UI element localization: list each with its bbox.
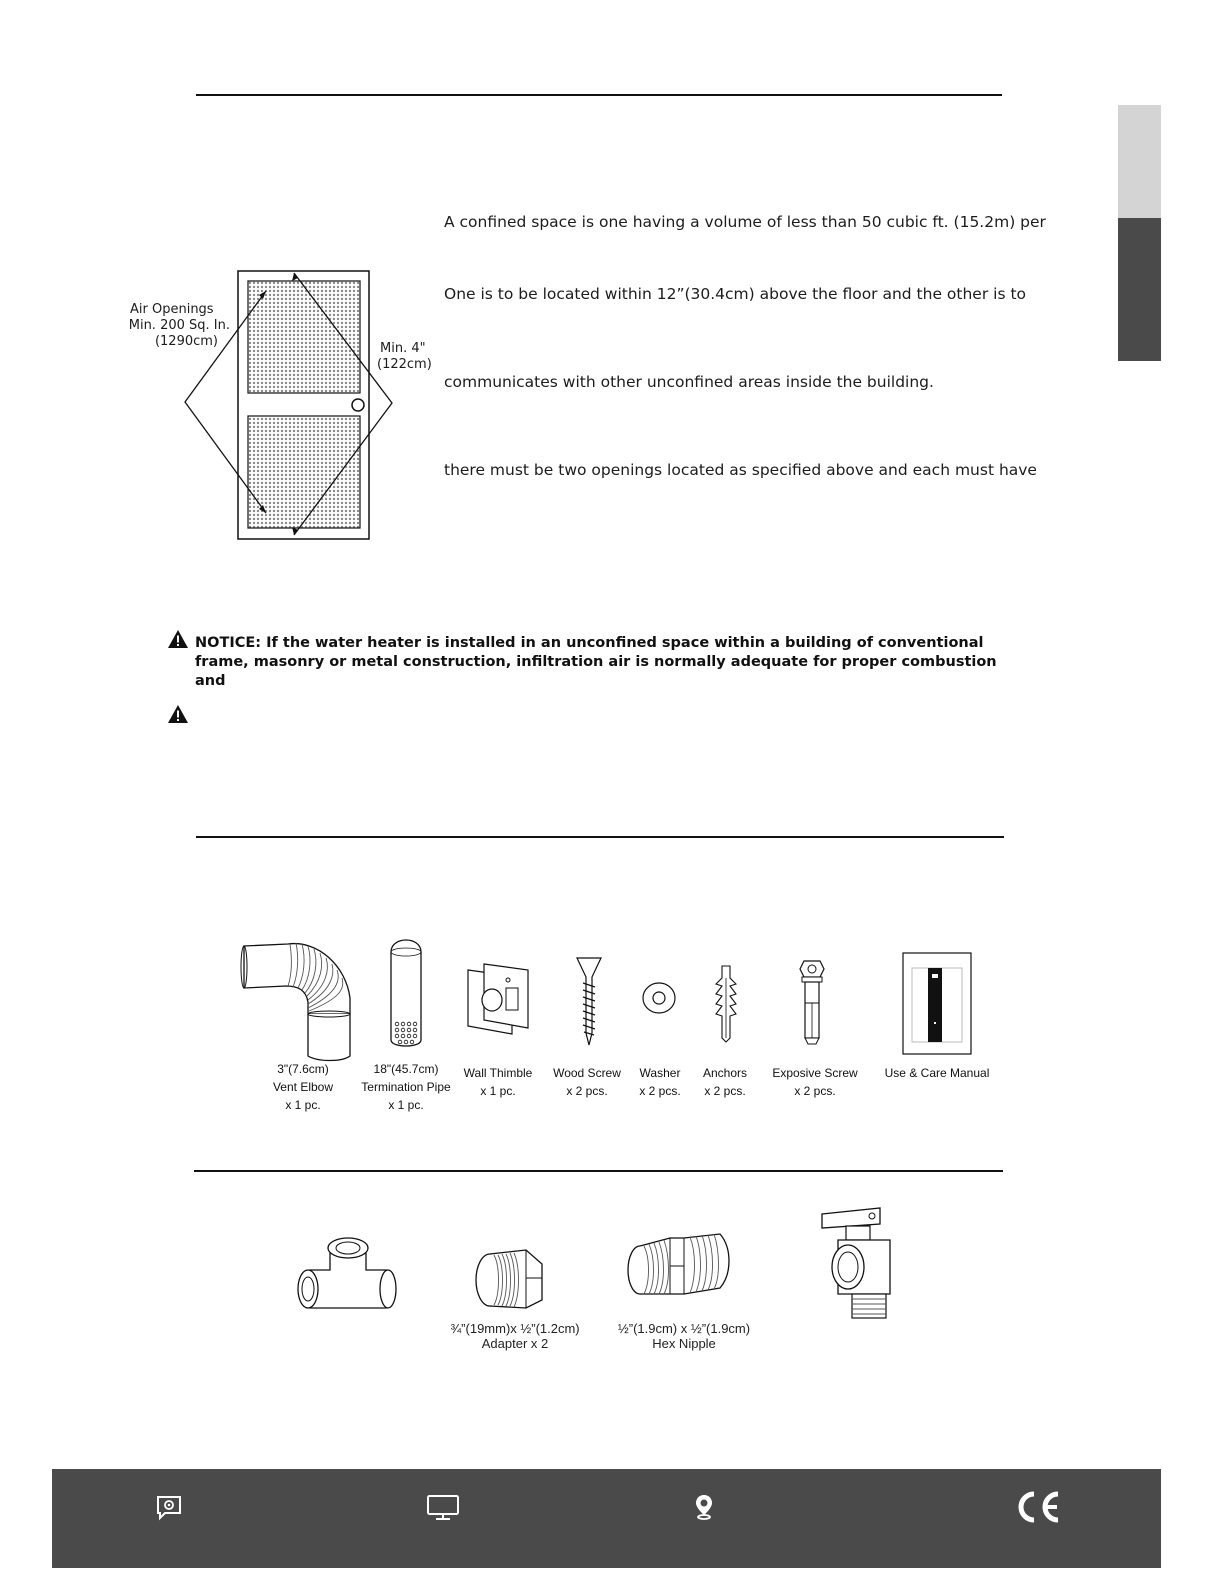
notice-line2: frame, masonry or metal construction, infiltration air is normally adequate for proper combustion and — [195, 654, 997, 689]
min-4-line2: (122cm) — [377, 357, 432, 372]
vent-elbow-name: Vent Elbow — [272, 1080, 334, 1094]
vent-elbow-size: 3"(7.6cm) — [277, 1062, 329, 1076]
hex-nipple-size: ½”(1.9cm) x ½”(1.9cm) — [617, 1321, 751, 1336]
adapter-size: ¾”(19mm)x ½”(1.2cm) — [450, 1321, 580, 1336]
min-4-line1: Min. 4" — [380, 341, 426, 356]
monitor-icon[interactable] — [426, 1493, 460, 1521]
wall-thimble-qty: x 1 pc. — [480, 1084, 516, 1098]
section-divider-top — [196, 94, 1002, 96]
location-pin-icon[interactable] — [694, 1493, 714, 1521]
adapter-illustration — [470, 1242, 550, 1314]
exposive-screw-name: Exposive Screw — [772, 1066, 858, 1080]
adapter-name: Adapter x 2 — [481, 1336, 549, 1351]
use-care-manual-illustration — [902, 952, 972, 1056]
part-label-wood-screw — [542, 1064, 632, 1100]
use-care-manual-name: Use & Care Manual — [884, 1066, 990, 1080]
part-label-anchors — [692, 1064, 758, 1100]
section-divider-fittings — [194, 1170, 1003, 1172]
notice-text — [195, 634, 1015, 691]
termination-pipe-illustration — [386, 938, 426, 1050]
termination-pipe-size: 18"(45.7cm) — [373, 1062, 439, 1076]
washer-qty: x 2 pcs. — [639, 1084, 681, 1098]
vent-elbow-qty: x 1 pc. — [285, 1098, 321, 1112]
part-label-wall-thimble — [452, 1064, 544, 1100]
confined-space-text-4: there must be two openings located as specified above and each must have — [444, 461, 1037, 479]
warning-icon — [167, 629, 189, 649]
hex-nipple-label — [586, 1321, 782, 1351]
anchors-qty: x 2 pcs. — [704, 1084, 746, 1098]
min-4-label — [377, 341, 432, 373]
tee-fitting-illustration — [294, 1232, 400, 1314]
notice-line1: NOTICE: If the water heater is installed in an unconfined space within a building of conventional — [195, 635, 984, 651]
wood-screw-qty: x 2 pcs. — [566, 1084, 608, 1098]
wall-thimble-name: Wall Thimble — [463, 1066, 533, 1080]
part-label-use-care-manual — [872, 1064, 1002, 1082]
air-openings-line1: Air Openings — [130, 302, 214, 317]
footer-bar — [52, 1469, 1161, 1568]
upper-air-opening — [248, 281, 360, 393]
part-label-vent-elbow — [248, 1060, 358, 1114]
termination-pipe-qty: x 1 pc. — [388, 1098, 424, 1112]
part-label-exposive-screw — [760, 1064, 870, 1100]
air-openings-line3: (1290cm) — [154, 334, 218, 349]
side-tab-light — [1118, 105, 1161, 218]
hex-nipple-illustration — [624, 1228, 730, 1300]
washer-name: Washer — [639, 1066, 681, 1080]
confined-space-text-2: One is to be located within 12”(30.4cm) above the floor and the other is to — [444, 285, 1027, 303]
air-openings-label — [120, 302, 230, 350]
vent-elbow-illustration — [238, 938, 358, 1064]
support-chat-icon[interactable] — [155, 1493, 183, 1521]
washer-illustration — [640, 980, 678, 1016]
door-knob — [352, 399, 364, 411]
exposive-screw-illustration — [792, 955, 832, 1047]
confined-space-text-3: communicates with other unconfined areas inside the building. — [444, 373, 934, 391]
termination-pipe-name: Termination Pipe — [361, 1080, 451, 1094]
relief-valve-illustration — [818, 1202, 898, 1324]
warning-icon — [167, 704, 189, 724]
exposive-screw-qty: x 2 pcs. — [794, 1084, 836, 1098]
wood-screw-illustration — [574, 955, 604, 1047]
wood-screw-name: Wood Screw — [553, 1066, 621, 1080]
anchor-illustration — [708, 964, 744, 1044]
confined-space-text-1: A confined space is one having a volume of less than 50 cubic ft. (15.2m) per — [444, 213, 1046, 231]
part-label-washer — [626, 1064, 694, 1100]
section-divider-parts — [196, 836, 1004, 838]
part-label-termination-pipe — [351, 1060, 461, 1114]
air-openings-line2: Min. 200 Sq. In. — [128, 318, 230, 333]
side-tab-dark — [1118, 218, 1161, 361]
wall-thimble-illustration — [462, 962, 534, 1036]
anchors-name: Anchors — [702, 1066, 748, 1080]
ce-mark-icon — [1014, 1489, 1064, 1525]
hex-nipple-name: Hex Nipple — [652, 1336, 716, 1351]
